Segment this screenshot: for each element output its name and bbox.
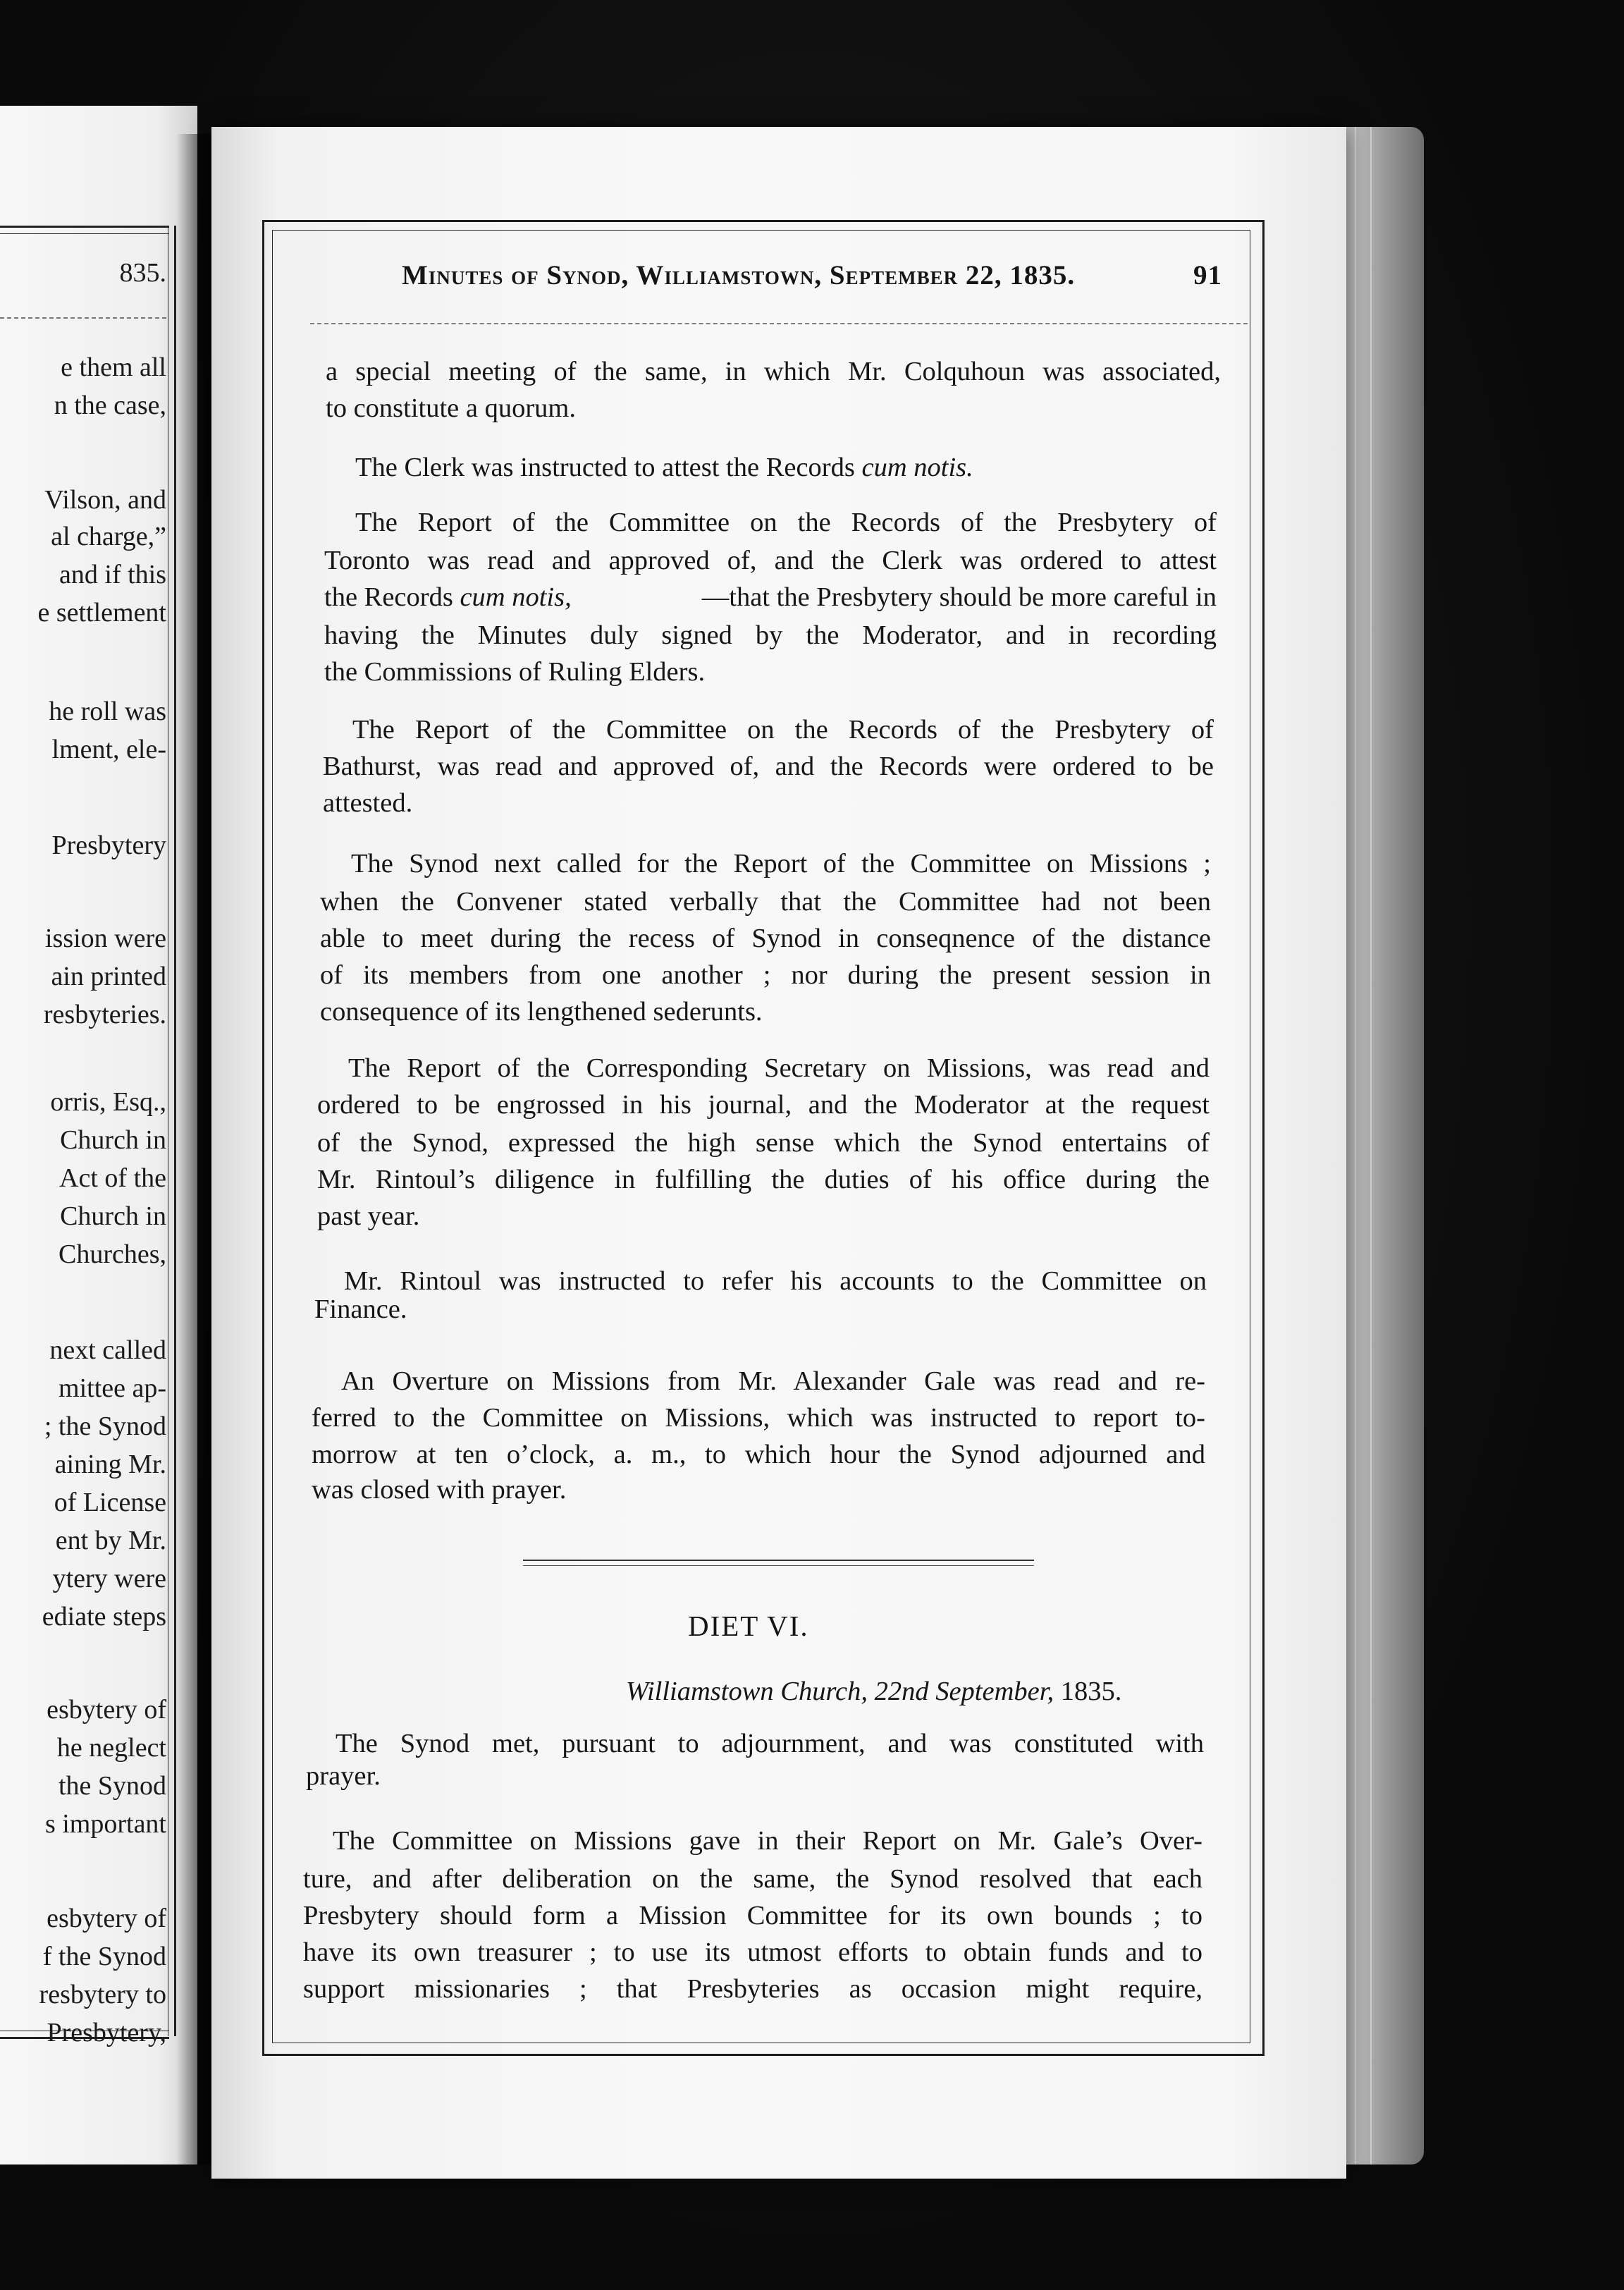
- left-text-line: mittee ap-: [59, 1373, 166, 1403]
- left-text-line: esbytery of: [47, 1904, 166, 1933]
- running-head: [395, 255, 1241, 298]
- text-line: was closed with prayer.: [312, 1475, 567, 1505]
- text-line: attested.: [323, 788, 413, 818]
- left-text-line: esbytery of: [47, 1695, 166, 1725]
- text-line: of the Synod, expressed the high sense which the Synod entertains of: [317, 1128, 1210, 1158]
- left-text-line: of License: [54, 1488, 166, 1517]
- text-span: The Clerk was instructed to attest the Records: [355, 453, 862, 482]
- left-text-line: e settlement: [37, 598, 166, 627]
- left-text-line: ; the Synod: [44, 1412, 166, 1441]
- left-text-line: Churches,: [58, 1239, 166, 1269]
- text-line: Toronto was read and approved of, and the Clerk was ordered to attest: [324, 546, 1217, 575]
- italic-text: Williamstown Church, 22nd September,: [626, 1677, 1054, 1706]
- text-line: [324, 584, 1217, 611]
- text-line: prayer.: [306, 1761, 381, 1791]
- left-page-head-rule: [0, 317, 166, 319]
- dateline: [626, 1678, 1121, 1706]
- left-text-line: e them all: [61, 353, 166, 382]
- page-number: 91: [1193, 260, 1222, 290]
- text-span: the Records: [324, 582, 460, 612]
- text-line: to constitute a quorum.: [326, 393, 576, 423]
- page-edge-line: [1370, 127, 1372, 2165]
- left-page-frame-right: [168, 226, 176, 2036]
- left-text-line: resbytery to: [39, 1980, 166, 2009]
- running-head-title: Minutes of Synod, Williamstown, September 22, 1835.: [402, 260, 1076, 290]
- text-line: Bathurst, was read and approved of, and the Records were ordered to be: [323, 752, 1214, 781]
- text-line: Mr. Rintoul was instructed to refer his accounts to the Committee on: [344, 1266, 1207, 1296]
- left-text-line: al charge,”: [51, 522, 166, 551]
- text-line: ordered to be engrossed in his journal, and the Moderator at the request: [317, 1090, 1210, 1120]
- left-text-line: Vilson, and: [44, 485, 166, 515]
- text-line: The Synod met, pursuant to adjournment, and was constituted with: [336, 1729, 1204, 1758]
- left-text-line: f the Synod: [42, 1942, 166, 1971]
- text-line: past year.: [317, 1201, 420, 1231]
- left-text-line: s important: [44, 1809, 166, 1839]
- text-line: consequence of its lengthened sederunts.: [320, 997, 763, 1027]
- left-text-line: aining Mr.: [54, 1450, 166, 1479]
- header-rule: [310, 323, 1248, 324]
- text-line: An Overture on Missions from Mr. Alexander Gale was read and re-: [341, 1366, 1205, 1396]
- left-text-line: ytery were: [52, 1564, 166, 1593]
- left-text-line: next called: [49, 1335, 166, 1365]
- text-line: Presbytery should form a Mission Committee for its own bounds ; to: [303, 1901, 1202, 1930]
- left-text-line: he roll was: [49, 697, 166, 726]
- left-text-line: n the case,: [54, 391, 166, 420]
- text-line: [355, 454, 973, 482]
- text-line: ferred to the Committee on Missions, which was instructed to report to-: [312, 1403, 1205, 1433]
- text-line: support missionaries ; that Presbyteries as occasion might require,: [303, 1974, 1202, 2004]
- left-text-line: lment, ele-: [51, 735, 166, 764]
- section-heading: DIET VI.: [688, 1610, 809, 1642]
- left-page-frame-top: [0, 226, 169, 234]
- left-text-line: ediate steps: [42, 1602, 166, 1631]
- text-span: —that the Presbytery should be more careful in: [701, 582, 1217, 612]
- left-text-line: resbyteries.: [43, 1000, 166, 1029]
- left-text-line: and if this: [59, 560, 166, 589]
- left-facing-page: [0, 106, 197, 2165]
- left-text-line: Presbytery,: [47, 2018, 166, 2047]
- text-line: The Committee on Missions gave in their Report on Mr. Gale’s Over-: [333, 1826, 1202, 1856]
- text-line: having the Minutes duly signed by the Moderator, and in recording: [324, 620, 1217, 650]
- text-line: have its own treasurer ; to use its utmost efforts to obtain funds and to: [303, 1937, 1202, 1967]
- text-line: able to meet during the recess of Synod in conseqnence of the distance: [320, 924, 1211, 953]
- text-line: morrow at ten o’clock, a. m., to which hour the Synod adjourned and: [312, 1440, 1205, 1469]
- text-line: Finance.: [314, 1294, 407, 1324]
- text-line: the Commissions of Ruling Elders.: [324, 657, 706, 687]
- left-text-line: Church in: [60, 1125, 166, 1155]
- left-text-line: he neglect: [56, 1733, 166, 1763]
- left-text-line: Church in: [60, 1201, 166, 1231]
- left-text-line: ission were: [44, 924, 166, 953]
- section-divider: [523, 1560, 1034, 1566]
- text-line: when the Convener stated verbally that the Committee had not been: [320, 887, 1211, 917]
- left-text-line: orris, Esq.,: [50, 1087, 166, 1117]
- text-line: The Synod next called for the Report of the Committee on Missions ;: [351, 849, 1211, 878]
- text-line: The Report of the Committee on the Records of the Presbytery of: [352, 715, 1214, 745]
- italic-text: cum notis,: [460, 582, 572, 612]
- text-line: The Report of the Corresponding Secretary on Missions, was read and: [348, 1053, 1210, 1083]
- text-line: Mr. Rintoul’s diligence in fulfilling the duties of his office during the: [317, 1165, 1210, 1194]
- left-text-line: ent by Mr.: [55, 1526, 166, 1555]
- text-line: ture, and after deliberation on the same, the Synod resolved that each: [303, 1864, 1202, 1894]
- left-text-line: ain printed: [51, 962, 166, 991]
- text-line: of its members from one another ; nor during the present session in: [320, 960, 1211, 990]
- text-line: The Report of the Committee on the Records of the Presbytery of: [355, 508, 1217, 537]
- text-line: a special meeting of the same, in which Mr. Colquhoun was associated,: [326, 357, 1221, 386]
- left-text-line: the Synod: [58, 1771, 166, 1801]
- left-running-head-fragment: 835.: [119, 258, 166, 288]
- left-text-line: Act of the: [59, 1163, 166, 1193]
- left-text-line: Presbytery: [51, 831, 166, 860]
- italic-text: cum notis.: [861, 453, 973, 482]
- page-edge-line: [1355, 127, 1356, 2165]
- text-span: 1835.: [1054, 1677, 1122, 1706]
